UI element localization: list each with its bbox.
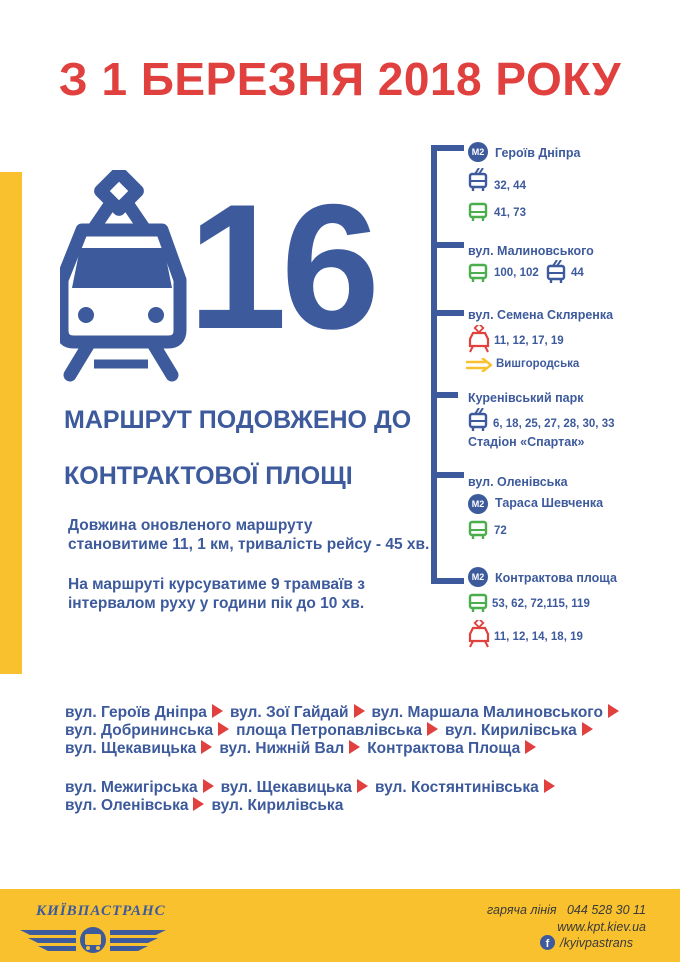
arrow-icon [357, 779, 368, 793]
arrow-icon [349, 740, 360, 754]
arrow-icon [203, 779, 214, 793]
route-interval-text: На маршруті курсуватиме 9 трамваїв з інтервалом руху у години пік до 10 хв. [68, 576, 365, 612]
bus-routes: 53, 62, 72,115, 119 [492, 598, 590, 610]
bus-routes: 100, 102 [494, 267, 539, 279]
facebook-icon[interactable]: f [540, 935, 555, 950]
arrow-icon [212, 704, 223, 718]
social-handle[interactable]: /kyivpastrans [560, 936, 633, 950]
route-number: 16 [188, 167, 374, 366]
bus-icon [468, 202, 488, 222]
tram-icon [60, 170, 190, 385]
arrow-icon [582, 722, 593, 736]
arrow-icon [525, 740, 536, 754]
brand-name: КИЇВПАСТРАНС [36, 903, 166, 919]
yellow-accent-bar [0, 172, 22, 674]
bus-routes: 41, 73 [494, 207, 526, 219]
stop-name-heroiv-dnipra: Героїв Дніпра [495, 146, 581, 160]
website-link[interactable]: www.kpt.kiev.ua [557, 920, 646, 934]
metro-m2-badge: M2 [468, 142, 488, 162]
bus-icon [468, 263, 488, 283]
metro-m2-badge: M2 [468, 494, 488, 514]
page-title: З 1 БЕРЕЗНЯ 2018 РОКУ [58, 53, 622, 105]
city-rail-icon [466, 358, 492, 372]
arrow-icon [218, 722, 229, 736]
path-back-line-1: вул. Межигірська вул. Щекавицька вул. Костянтинівська [65, 779, 562, 797]
tram-routes: 11, 12, 17, 19 [494, 335, 564, 347]
arrow-icon [201, 740, 212, 754]
arrow-icon [193, 797, 204, 811]
route-length-text: Довжина оновленого маршруту становитиме 11, 1 км, тривалість рейсу - 45 хв. [68, 517, 430, 553]
trolleybus-routes: 6, 18, 25, 27, 28, 30, 33 [493, 418, 615, 430]
stop-name-olenivska: вул. Оленівська [468, 475, 568, 489]
brand-wings-logo [18, 920, 168, 960]
bus-routes: 72 [494, 525, 507, 537]
bus-icon [468, 593, 488, 613]
city-rail-station: Вишгородська [496, 358, 580, 370]
tram-routes: 11, 12, 14, 18, 19 [494, 631, 583, 643]
trolleybus-routes: 32, 44 [494, 180, 526, 192]
arrow-icon [608, 704, 619, 718]
stop-name-kontraktova-ploshcha: Контрактова площа [495, 571, 617, 585]
metro-m2-badge: M2 [468, 567, 488, 587]
route-line [428, 145, 468, 585]
headline-line-2: КОНТРАКТОВОЇ ПЛОЩІ [64, 462, 353, 490]
trolleybus-icon [546, 260, 566, 284]
tram-small-icon [468, 620, 490, 648]
arrow-icon [427, 722, 438, 736]
path-forward-line-1: вул. Героїв Дніпра вул. Зої Гайдай вул. Маршала Малиновського [65, 704, 626, 722]
stop-name-malynovskoho: вул. Малиновського [468, 244, 594, 258]
hotline: гаряча лінія 044 528 30 11 [487, 903, 646, 917]
trolleybus-icon [468, 168, 488, 192]
arrow-icon [544, 779, 555, 793]
trolleybus-routes: 44 [571, 267, 584, 279]
path-forward-line-2: вул. Добрининська площа Петропавлівська вул. Кирилівська [65, 722, 600, 740]
headline-line-1: МАРШРУТ ПОДОВЖЕНО ДО [64, 406, 412, 434]
stop-name-kurenivskyi-park: Куренівський парк [468, 391, 584, 405]
trolleybus-icon [468, 408, 488, 432]
arrow-icon [354, 704, 365, 718]
tram-small-icon [468, 325, 490, 353]
stop-name-tarasa-shevchenka: Тараса Шевченка [495, 496, 604, 510]
stop-name-skliarenka: вул. Семена Скляренка [468, 308, 614, 322]
bus-icon [468, 520, 488, 540]
stop-name-stadion-spartak: Стадіон «Спартак» [468, 435, 585, 449]
path-back-line-2: вул. Оленівська вул. Кирилівська [65, 797, 344, 814]
path-forward-line-3: вул. Щекавицька вул. Нижній Вал Контрактова Площа [65, 740, 543, 758]
